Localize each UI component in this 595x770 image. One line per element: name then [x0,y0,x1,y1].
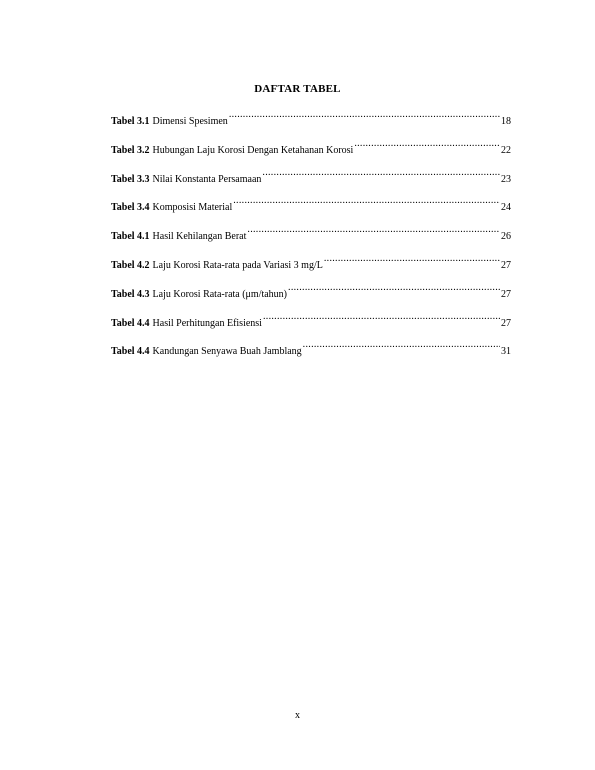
list-item[interactable] [111,139,511,156]
table-caption: Hasil Kehilangan Berat [152,231,247,243]
dot-leader [288,283,500,297]
page-ref: 24 [501,202,511,214]
table-caption: Hubungan Laju Korosi Dengan Ketahanan Korosi [152,144,354,156]
page-ref: 31 [501,346,511,358]
table-number: Tabel 4.3 [111,288,150,300]
table-caption: Laju Korosi Rata-rata (μm/tahun) [152,288,288,300]
page-ref: 27 [501,317,511,329]
table-number: Tabel 3.2 [111,144,150,156]
page-ref: 27 [501,259,511,271]
table-list [111,110,511,369]
table-number: Tabel 3.3 [111,173,150,185]
table-caption: Kandungan Senyawa Buah Jamblang [152,346,302,358]
table-caption: Nilai Konstanta Persamaan [152,173,262,185]
table-number: Tabel 4.1 [111,231,150,243]
page-title: DAFTAR TABEL [254,83,341,95]
table-number: Tabel 4.4 [111,317,150,329]
page-ref: 18 [501,116,511,127]
dot-leader [354,139,500,153]
list-item[interactable] [111,196,511,214]
list-item[interactable] [111,283,511,300]
page-number: x [295,710,300,721]
table-caption: Dimensi Spesimen [152,116,228,127]
page-ref: 23 [501,173,511,185]
dot-leader [229,110,500,124]
list-item[interactable] [111,254,511,271]
dot-leader [247,225,500,239]
list-item[interactable] [111,340,511,358]
page-ref: 26 [501,231,511,243]
table-number: Tabel 4.4 [111,346,150,358]
table-caption: Laju Korosi Rata-rata pada Variasi 3 mg/L [152,259,323,271]
page-ref: 22 [501,144,511,156]
table-number: Tabel 4.2 [111,259,150,271]
table-number: Tabel 3.1 [111,116,150,127]
table-caption: Hasil Perhitungan Efisiensi [152,317,262,329]
dot-leader [262,168,500,182]
dot-leader [233,196,500,210]
dot-leader [324,254,500,268]
table-caption: Komposisi Material [152,202,233,214]
list-item[interactable] [111,168,511,185]
list-item[interactable] [111,225,511,243]
list-item[interactable] [111,110,511,127]
list-item[interactable] [111,312,511,329]
dot-leader [303,340,500,354]
page-ref: 27 [501,288,511,300]
dot-leader [263,312,500,326]
table-number: Tabel 3.4 [111,202,150,214]
